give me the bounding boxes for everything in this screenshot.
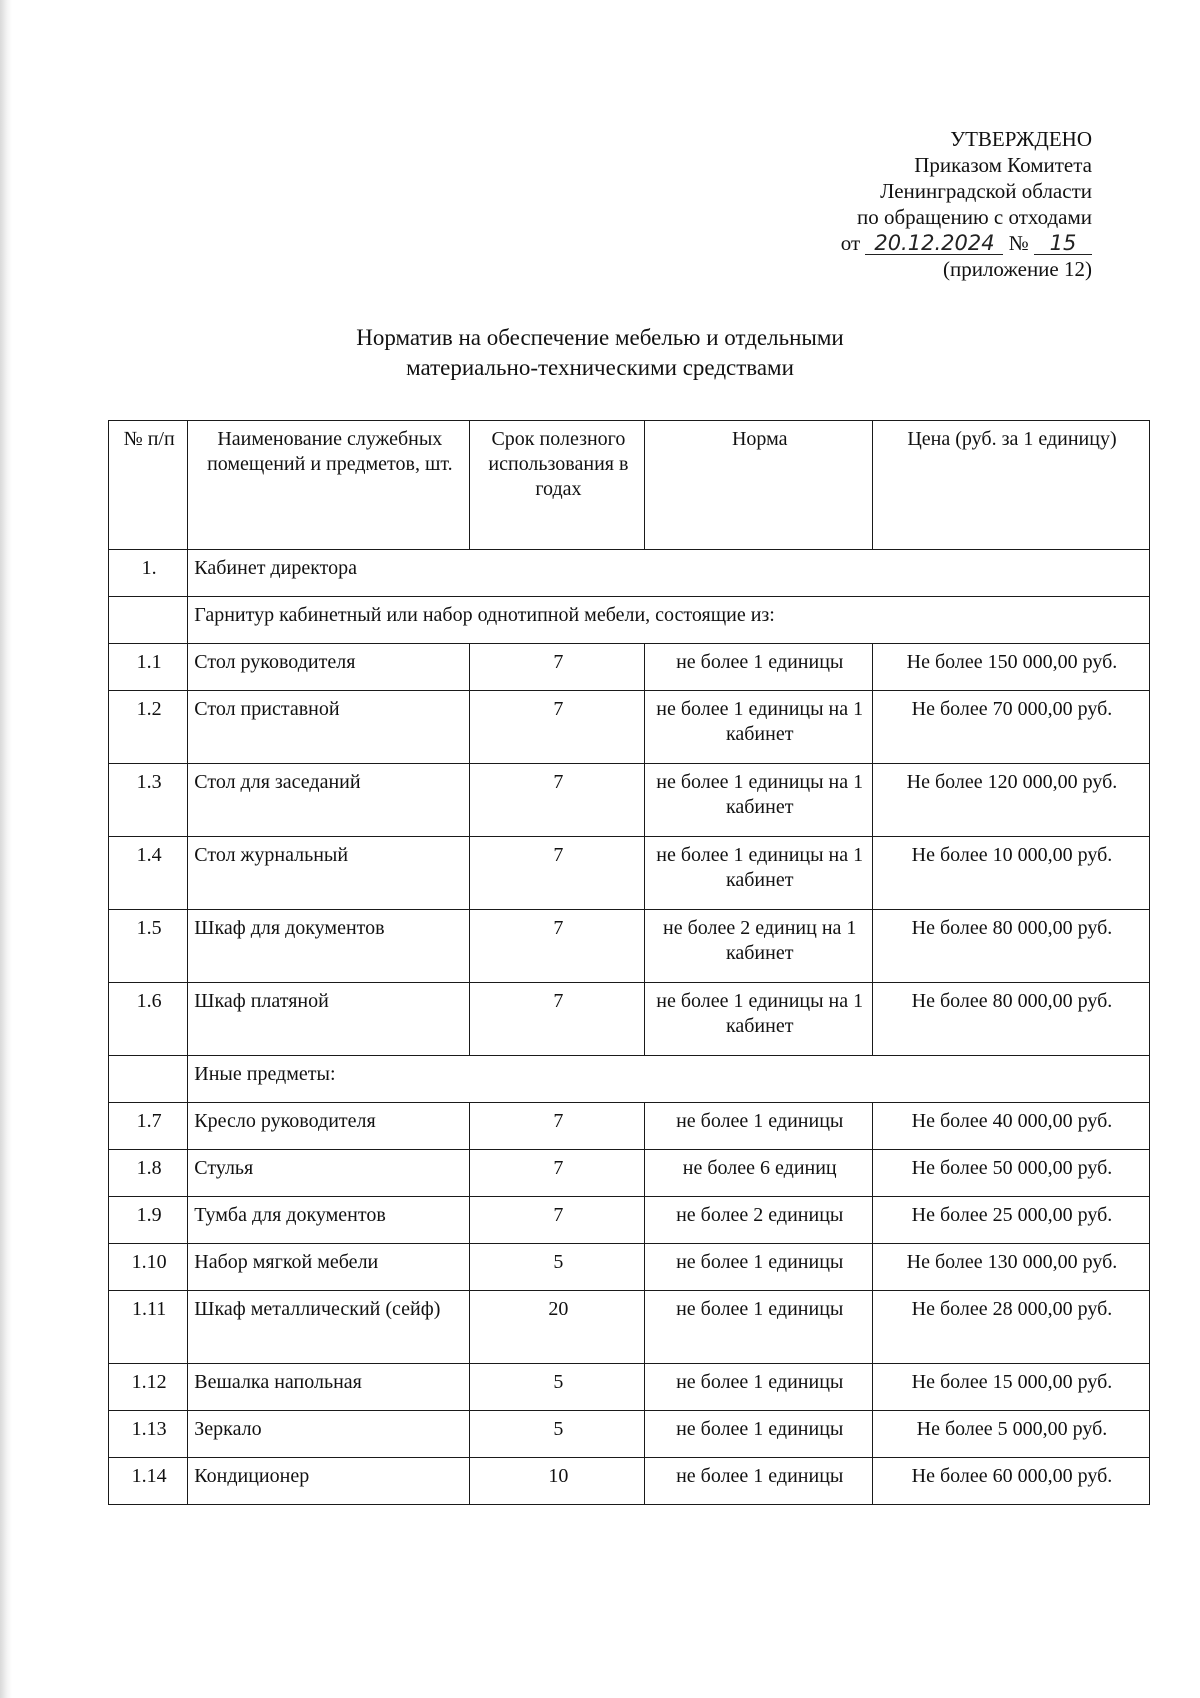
row-norma: не более 1 единицы: [645, 1411, 873, 1458]
row-num: 1.14: [109, 1458, 188, 1505]
row-price: Не более 40 000,00 руб.: [872, 1103, 1149, 1150]
table-row: [109, 644, 1150, 691]
row-price: Не более 80 000,00 руб.: [872, 983, 1149, 1056]
row-price: Не более 15 000,00 руб.: [872, 1364, 1149, 1411]
row-price: Не более 25 000,00 руб.: [872, 1197, 1149, 1244]
row-num: 1.9: [109, 1197, 188, 1244]
row-price: Не более 50 000,00 руб.: [872, 1150, 1149, 1197]
row-norma: не более 1 единицы: [645, 1103, 873, 1150]
rows-group-furniture-set: [109, 644, 1150, 1056]
row-name: Стулья: [188, 1150, 470, 1197]
table-row: [109, 691, 1150, 764]
row-name: Зеркало: [188, 1411, 470, 1458]
row-norma: не более 1 единицы: [645, 1364, 873, 1411]
row-name: Стол приставной: [188, 691, 470, 764]
approval-date-line: [841, 230, 1092, 256]
row-srok: 7: [470, 837, 645, 910]
section-title: Кабинет директора: [188, 550, 1150, 597]
table-row: [109, 1364, 1150, 1411]
title-line-1: Норматив на обеспечение мебелью и отдельными: [356, 325, 844, 350]
row-norma: не более 1 единицы на 1 кабинет: [645, 983, 873, 1056]
row-srok: 7: [470, 910, 645, 983]
norms-table: [108, 420, 1150, 1505]
table-row: [109, 1411, 1150, 1458]
table-row: [109, 837, 1150, 910]
row-num: 1.3: [109, 764, 188, 837]
row-price: Не более 130 000,00 руб.: [872, 1244, 1149, 1291]
date-prefix: от: [840, 231, 861, 255]
scan-edge-shadow: [0, 0, 12, 1698]
approval-heading: УТВЕРЖДЕНО: [950, 127, 1092, 151]
row-norma: не более 1 единицы на 1 кабинет: [645, 837, 873, 910]
row-srok: 7: [470, 1150, 645, 1197]
header-num: № п/п: [109, 421, 188, 550]
row-num: 1.12: [109, 1364, 188, 1411]
approval-stamp-block: [841, 126, 1092, 282]
section-row: [109, 550, 1150, 597]
row-price: Не более 10 000,00 руб.: [872, 837, 1149, 910]
table-header-row: [109, 421, 1150, 550]
row-srok: 5: [470, 1411, 645, 1458]
row-num: 1.11: [109, 1291, 188, 1364]
row-srok: 7: [470, 644, 645, 691]
row-num: 1.2: [109, 691, 188, 764]
row-num: 1.6: [109, 983, 188, 1056]
table-row: [109, 1291, 1150, 1364]
row-num: 1.1: [109, 644, 188, 691]
header-srok: Срок полезного использования в годах: [470, 421, 645, 550]
row-name: Шкаф металлический (сейф): [188, 1291, 470, 1364]
row-norma: не более 1 единицы: [645, 1458, 873, 1505]
row-price: Не более 60 000,00 руб.: [872, 1458, 1149, 1505]
row-num: 1.10: [109, 1244, 188, 1291]
table-row: [109, 1150, 1150, 1197]
row-norma: не более 1 единицы: [645, 1244, 873, 1291]
table-row: [109, 983, 1150, 1056]
document-title: [0, 323, 1200, 383]
row-srok: 5: [470, 1364, 645, 1411]
table-row: [109, 910, 1150, 983]
subsection-num-empty: [109, 1056, 188, 1103]
row-price: Не более 28 000,00 руб.: [872, 1291, 1149, 1364]
header-price: Цена (руб. за 1 единицу): [872, 421, 1149, 550]
row-name: Стол руководителя: [188, 644, 470, 691]
handwritten-date: 20.12.2024: [865, 232, 1003, 255]
approval-line-committee: по обращению с отходами: [857, 205, 1092, 229]
row-srok: 7: [470, 1197, 645, 1244]
number-prefix: №: [1008, 231, 1029, 255]
appendix-label: (приложение 12): [942, 257, 1092, 281]
row-num: 1.7: [109, 1103, 188, 1150]
row-srok: 7: [470, 691, 645, 764]
subsection-row: [109, 1056, 1150, 1103]
subsection-title: Иные предметы:: [188, 1056, 1150, 1103]
row-srok: 5: [470, 1244, 645, 1291]
row-norma: не более 1 единицы: [645, 644, 873, 691]
row-name: Тумба для документов: [188, 1197, 470, 1244]
row-price: Не более 80 000,00 руб.: [872, 910, 1149, 983]
row-norma: не более 1 единицы на 1 кабинет: [645, 764, 873, 837]
row-name: Кондиционер: [188, 1458, 470, 1505]
handwritten-number: 15: [1034, 232, 1092, 255]
row-name: Кресло руководителя: [188, 1103, 470, 1150]
header-name: Наименование служебных помещений и предметов, шт.: [188, 421, 470, 550]
row-name: Стол журнальный: [188, 837, 470, 910]
row-name: Шкаф для документов: [188, 910, 470, 983]
approval-line-order: Приказом Комитета: [914, 153, 1092, 177]
row-num: 1.8: [109, 1150, 188, 1197]
rows-group-other-items: [109, 1103, 1150, 1505]
row-norma: не более 2 единицы: [645, 1197, 873, 1244]
row-price: Не более 150 000,00 руб.: [872, 644, 1149, 691]
row-srok: 7: [470, 983, 645, 1056]
subsection-num-empty: [109, 597, 188, 644]
row-srok: 20: [470, 1291, 645, 1364]
row-name: Набор мягкой мебели: [188, 1244, 470, 1291]
row-num: 1.4: [109, 837, 188, 910]
header-norma: Норма: [645, 421, 873, 550]
table-row: [109, 1197, 1150, 1244]
subsection-title: Гарнитур кабинетный или набор однотипной мебели, состоящие из:: [188, 597, 1150, 644]
row-num: 1.5: [109, 910, 188, 983]
row-srok: 10: [470, 1458, 645, 1505]
title-line-2: материально-техническими средствами: [406, 355, 794, 380]
row-num: 1.13: [109, 1411, 188, 1458]
row-name: Вешалка напольная: [188, 1364, 470, 1411]
row-name: Стол для заседаний: [188, 764, 470, 837]
table-row: [109, 1103, 1150, 1150]
row-price: Не более 70 000,00 руб.: [872, 691, 1149, 764]
row-price: Не более 120 000,00 руб.: [872, 764, 1149, 837]
row-srok: 7: [470, 1103, 645, 1150]
section-num: 1.: [109, 550, 188, 597]
row-norma: не более 6 единиц: [645, 1150, 873, 1197]
row-price: Не более 5 000,00 руб.: [872, 1411, 1149, 1458]
row-srok: 7: [470, 764, 645, 837]
approval-line-region: Ленинградской области: [880, 179, 1092, 203]
row-norma: не более 2 единиц на 1 кабинет: [645, 910, 873, 983]
row-norma: не более 1 единицы: [645, 1291, 873, 1364]
row-norma: не более 1 единицы на 1 кабинет: [645, 691, 873, 764]
table-row: [109, 764, 1150, 837]
subsection-row: [109, 597, 1150, 644]
table-row: [109, 1458, 1150, 1505]
row-name: Шкаф платяной: [188, 983, 470, 1056]
table-row: [109, 1244, 1150, 1291]
